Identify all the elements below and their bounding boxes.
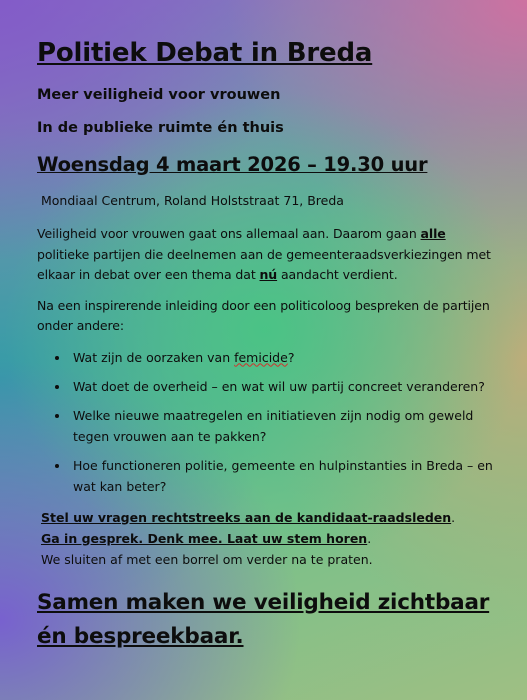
call-to-action — [41, 507, 497, 570]
intro-text-3: aandacht verdient. — [277, 267, 398, 282]
closing-slogan: Samen maken we veiligheid zichtbaar én bespreekbaar. — [37, 589, 490, 649]
intro-text-1: Veiligheid voor vrouwen gaat ons allemaal aan. Daarom gaan — [37, 226, 421, 241]
list-item: Wat doet de overheid – en wat wil uw partij concreet veranderen? — [55, 376, 497, 397]
cta-line-2-end: . — [367, 530, 372, 546]
list-item: Hoe functioneren politie, gemeente en hulpinstanties in Breda – en wat kan beter? — [55, 455, 497, 497]
flyer — [37, 36, 497, 654]
flyer-title: Politiek Debat in Breda — [37, 38, 373, 68]
cta-engage: Ga in gesprek. Denk mee. Laat uw stem horen — [41, 530, 368, 546]
intro-text-2: politieke partijen die deelnemen aan de gemeenteraadsverkiezingen met elkaar in debat over een thema dat — [37, 246, 491, 282]
intro-emphasis-nu: nú — [259, 267, 278, 282]
question-1-end: ? — [287, 349, 295, 365]
subtitle-safety: Meer veiligheid voor vrouwen — [37, 87, 281, 103]
cta-line-1-end: . — [451, 509, 456, 525]
list-item: Welke nieuwe maatregelen en initiatieven zijn nodig om geweld tegen vrouwen aan te pakken? — [55, 405, 497, 447]
lead-in-paragraph: Na een inspirerende inleiding door een politicoloog bespreken de partijen onder andere: — [37, 297, 490, 333]
cta-line-3: We sluiten af met een borrel om verder na te praten. — [41, 551, 373, 567]
cta-ask-questions: Stel uw vragen rechtstreeks aan de kandidaat-raadsleden — [41, 509, 452, 525]
subtitle-public-and-home: In de publieke ruimte én thuis — [37, 120, 284, 136]
intro-emphasis-alle: alle — [420, 226, 446, 241]
cta-line-1 — [41, 507, 497, 528]
question-list — [37, 347, 497, 497]
intro-paragraph — [37, 224, 497, 286]
list-item — [55, 347, 497, 368]
question-1-text: Wat zijn de oorzaken van — [73, 349, 235, 365]
event-address: Mondiaal Centrum, Roland Holststraat 71, Breda — [41, 193, 344, 208]
event-date-time: Woensdag 4 maart 2026 – 19.30 uur — [37, 153, 428, 176]
cta-line-2 — [41, 528, 497, 549]
question-1-keyword: femicide — [234, 349, 288, 365]
